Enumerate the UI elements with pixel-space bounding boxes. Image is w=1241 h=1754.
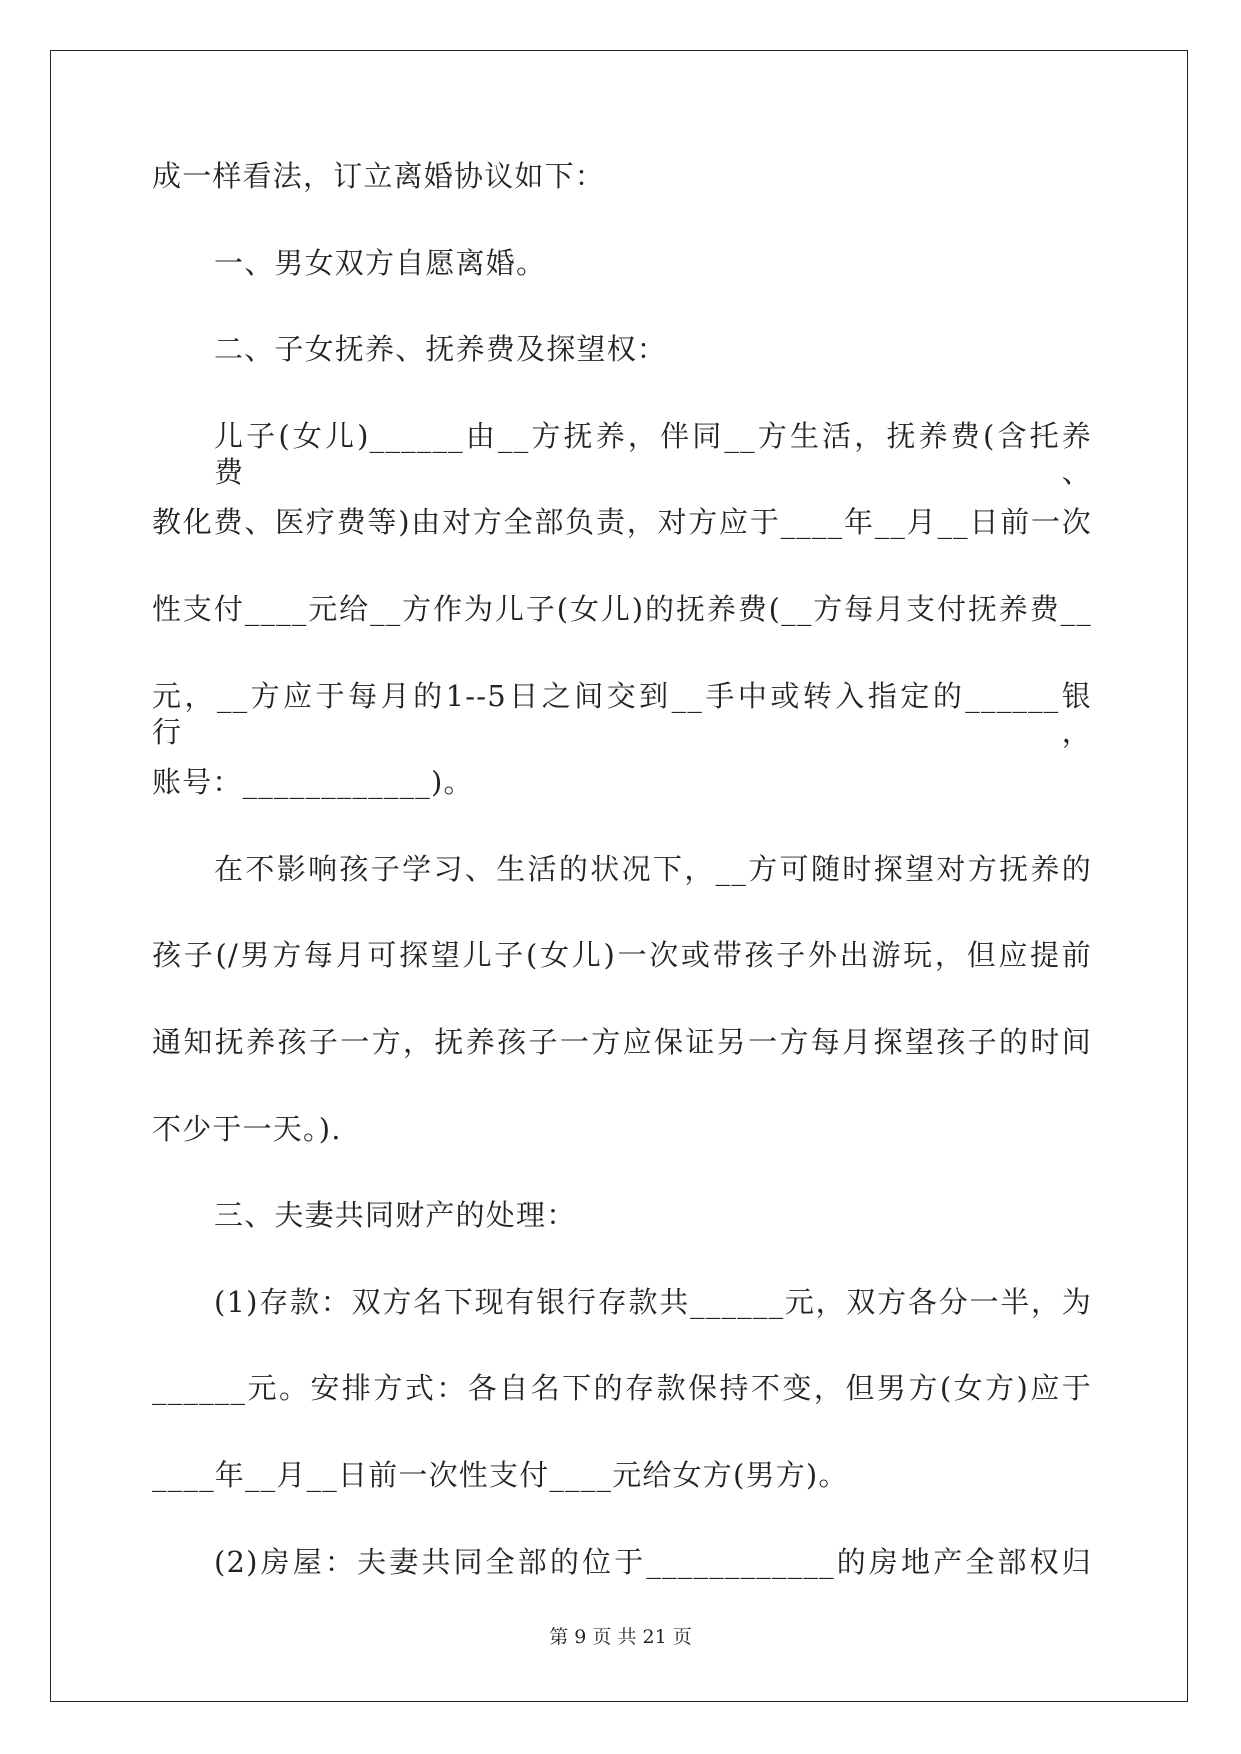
clause-three-heading: 三、夫妻共同财产的处理： [214,1198,577,1233]
paragraph-line: 通知抚养孩子一方，抚养孩子一方应保证另一方每月探望孩子的时间 [152,1024,1092,1059]
paragraph-line: ______元。安排方式：各自名下的存款保持不变，但男方(女方)应于 [152,1371,1092,1406]
paragraph-line: 元，__方应于每月的1--5日之间交到__手中或转入指定的______银行， [152,678,1092,749]
paragraph-line: (1)存款：双方名下现有银行存款共______元，双方各分一半，为 [214,1284,1092,1319]
paragraph-line: 孩子(/男方每月可探望儿子(女儿)一次或带孩子外出游玩，但应提前 [152,938,1092,973]
paragraph-line: 教化费、医疗费等)由对方全部负责，对方应于____年__月__日前一次 [152,505,1092,540]
paragraph-line: 不少于一天。). [152,1111,342,1146]
document-body [152,158,1092,1630]
clause-two-heading: 二、子女抚养、抚养费及探望权： [214,332,668,367]
paragraph-line: 性支付____元给__方作为儿子(女儿)的抚养费(__方每月支付抚养费__ [152,591,1092,626]
page-number-footer: 第 9 页 共 21 页 [549,1626,692,1648]
paragraph-line: ____年__月__日前一次性支付____元给女方(男方)。 [152,1457,849,1492]
paragraph-line: 在不影响孩子学习、生活的状况下，__方可随时探望对方抚养的 [214,851,1092,886]
paragraph-line: 成一样看法，订立离婚协议如下： [152,159,606,193]
paragraph-line: (2)房屋：夫妻共同全部的位于____________的房地产全部权归 [214,1544,1092,1579]
paragraph-line: 账号：____________)。 [152,765,474,800]
paragraph-line: 儿子(女儿)______由__方抚养，伴同__方生活，抚养费(含托养费、 [214,418,1092,489]
clause-one: 一、男女双方自愿离婚。 [214,245,547,280]
